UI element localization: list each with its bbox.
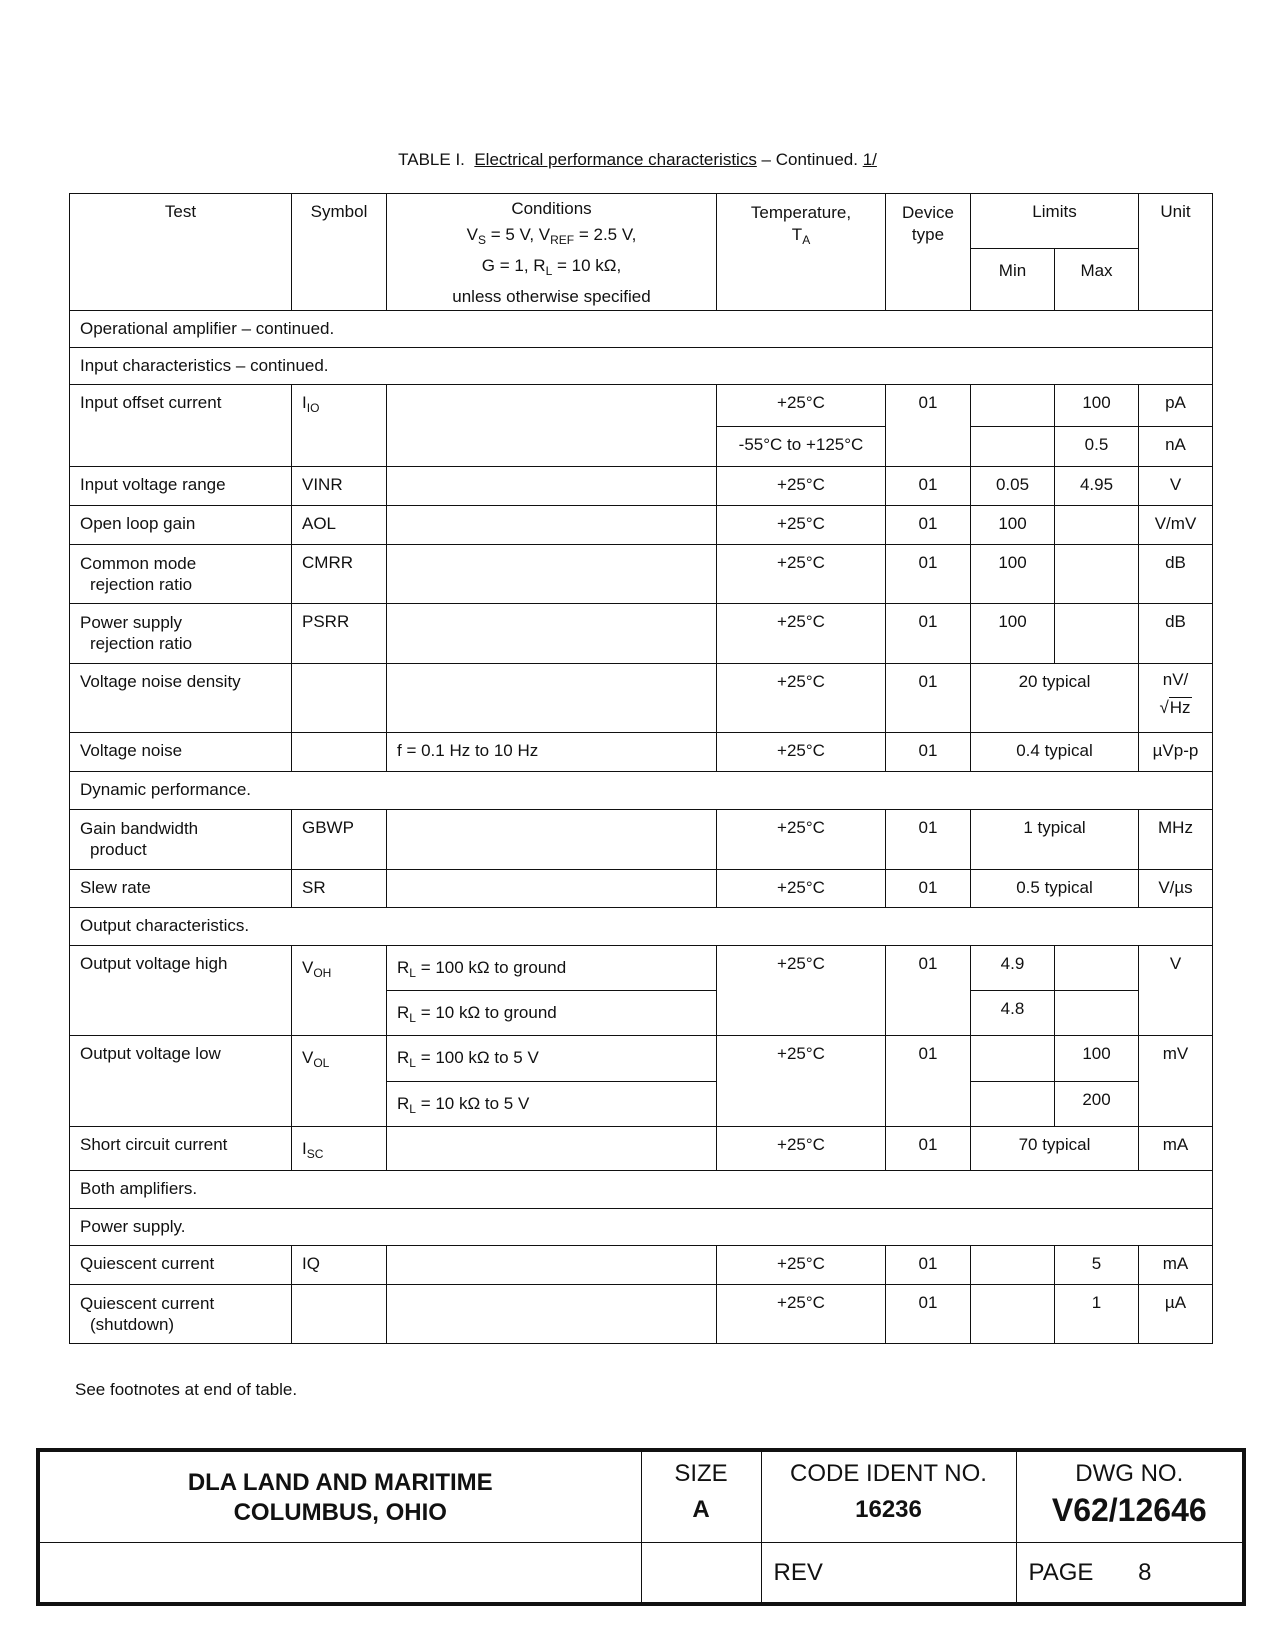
header-unit: Unit: [1139, 194, 1213, 311]
unit-cell: V: [1139, 467, 1213, 506]
conditions-label: Conditions: [511, 199, 592, 218]
conditions-cell: $R_L = 10$ kΩ to 5 V: [387, 1082, 717, 1127]
header-limits: Limits: [971, 194, 1139, 249]
unit-cell: V/µs: [1139, 870, 1213, 908]
section-row: [70, 348, 1213, 385]
test-name: Quiescent current: [70, 1246, 292, 1285]
page-label: PAGE: [1028, 1558, 1094, 1586]
symbol-cell: IQ: [292, 1246, 387, 1285]
symbol-cell: $I_{IO}$: [292, 385, 387, 467]
symbol-cell: SR: [292, 870, 387, 908]
section-dynamic: Dynamic performance.: [70, 772, 1213, 810]
conditions-cell: [387, 385, 717, 467]
blank-cell: [38, 1542, 641, 1604]
symbol-cell: [292, 664, 387, 733]
section-row: [70, 311, 1213, 348]
unit-cell: µVp-p: [1139, 733, 1213, 772]
temp-cell: +25°C: [717, 1246, 886, 1285]
min-cell: 100: [971, 545, 1055, 604]
table-row: [70, 604, 1213, 664]
device-cell: 01: [886, 385, 971, 467]
code-cell: [761, 1450, 1016, 1542]
page-number: 8: [1138, 1558, 1152, 1586]
org-location: COLUMBUS, OHIO: [233, 1499, 447, 1526]
conditions-cell: $R_L = 100$ kΩ to ground: [387, 946, 717, 991]
table-row: [70, 467, 1213, 506]
device-cell: 01: [886, 1036, 971, 1127]
temp-cell: +25°C: [717, 545, 886, 604]
conditions-cell: [387, 467, 717, 506]
org-cell: [38, 1450, 641, 1542]
table-row: [70, 946, 1213, 991]
header-temperature: Temperature, $T_A$: [717, 194, 886, 311]
table-row: [70, 870, 1213, 908]
unit-cell: nA: [1139, 427, 1213, 467]
conditions-cell: f = 0.1 Hz to 10 Hz: [387, 733, 717, 772]
temp-cell: +25°C: [717, 1285, 886, 1344]
limit-cell: 70 typical: [971, 1127, 1139, 1171]
header-row: [70, 194, 1213, 249]
header-conditions: [387, 194, 717, 311]
table-title-suffix: – Continued.: [756, 150, 863, 169]
temp-cell: +25°C: [717, 604, 886, 664]
test-name: Input offset current: [70, 385, 292, 467]
min-cell: [971, 1246, 1055, 1285]
table-row: [70, 733, 1213, 772]
min-cell: [971, 427, 1055, 467]
dwg-value: V62/12646: [1051, 1492, 1207, 1528]
code-value: 16236: [855, 1496, 922, 1523]
device-cell: 01: [886, 664, 971, 733]
test-name: Open loop gain: [70, 506, 292, 545]
device-cell: 01: [886, 946, 971, 1036]
title-block-top-row: [38, 1450, 1244, 1542]
footnote-note: See footnotes at end of table.: [75, 1380, 298, 1399]
section-input-char: Input characteristics – continued.: [70, 348, 1213, 385]
section-row: [70, 1209, 1213, 1246]
size-cell: [641, 1450, 761, 1542]
conditions-cell: $R_L = 10$ kΩ to ground: [387, 991, 717, 1036]
temp-cell: +25°C: [717, 506, 886, 545]
table-row: [70, 385, 1213, 427]
unit-cell: V: [1139, 946, 1213, 1036]
conditions-cell: [387, 810, 717, 870]
footnote-ref-link[interactable]: 1/: [862, 150, 877, 169]
min-cell: [971, 385, 1055, 427]
section-row: [70, 1171, 1213, 1209]
min-cell: [971, 1285, 1055, 1344]
dwg-label: DWG NO.: [1075, 1460, 1184, 1487]
temp-cell: +25°C: [717, 467, 886, 506]
conditions-line2: G = 1, $R_L = 10$ kΩ,: [481, 256, 622, 278]
table-row: [70, 1285, 1213, 1344]
symbol-cell: $I_{SC}$: [292, 1127, 387, 1171]
temp-cell: +25°C: [717, 1036, 886, 1127]
table-title-name: Electrical performance characteristics: [474, 150, 757, 169]
device-cell: 01: [886, 604, 971, 664]
section-output-char: Output characteristics.: [70, 908, 1213, 946]
dwg-cell: [1016, 1450, 1244, 1542]
test-name: Output voltage low: [70, 1036, 292, 1127]
sqrt-symbol: √Hz: [1159, 698, 1191, 717]
page-cell: [1016, 1542, 1244, 1604]
symbol-cell: [292, 1285, 387, 1344]
min-cell: 4.8: [971, 991, 1055, 1036]
device-cell: 01: [886, 545, 971, 604]
max-cell: [1055, 604, 1139, 664]
temp-cell: +25°C: [717, 946, 886, 1036]
temp-cell: +25°C: [717, 664, 886, 733]
temp-cell: +25°C: [717, 733, 886, 772]
section-power: Power supply.: [70, 1209, 1213, 1246]
header-device-type: Device type: [886, 194, 971, 311]
test-name: Short circuit current: [70, 1127, 292, 1171]
rev-label: REV: [773, 1558, 823, 1586]
device-cell: 01: [886, 1285, 971, 1344]
size-value: A: [692, 1496, 710, 1523]
unit-cell: pA: [1139, 385, 1213, 427]
limit-cell: 0.5 typical: [971, 870, 1139, 908]
conditions-cell: [387, 664, 717, 733]
code-label: CODE IDENT NO.: [790, 1460, 987, 1487]
conditions-cell: $R_L = 100$ kΩ to 5 V: [387, 1036, 717, 1082]
max-cell: 100: [1055, 385, 1139, 427]
symbol-cell: VINR: [292, 467, 387, 506]
conditions-line3: unless otherwise specified: [452, 287, 651, 306]
org-name: DLA LAND AND MARITIME: [187, 1469, 493, 1496]
conditions-cell: [387, 1246, 717, 1285]
unit-cell: mA: [1139, 1127, 1213, 1171]
device-cell: 01: [886, 810, 971, 870]
section-row: [70, 772, 1213, 810]
max-cell: [1055, 946, 1139, 991]
test-name: Power supply rejection ratio: [70, 604, 292, 664]
max-cell: 100: [1055, 1036, 1139, 1082]
blank-cell: [641, 1542, 761, 1604]
table-title-prefix: TABLE I.: [398, 150, 465, 169]
table-title: [0, 150, 1275, 170]
max-cell: 1: [1055, 1285, 1139, 1344]
max-cell: 0.5: [1055, 427, 1139, 467]
temp-cell: +25°C: [717, 1127, 886, 1171]
unit-cell: mA: [1139, 1246, 1213, 1285]
limit-cell: 1 typical: [971, 810, 1139, 870]
device-cell: 01: [886, 467, 971, 506]
drawing-title-block: [36, 1448, 1246, 1606]
temp-cell: -55°C to +125°C: [717, 427, 886, 467]
table-row: [70, 664, 1213, 733]
header-symbol: Symbol: [292, 194, 387, 311]
section-row: [70, 908, 1213, 946]
min-cell: 0.05: [971, 467, 1055, 506]
test-name: Quiescent current (shutdown): [70, 1285, 292, 1344]
symbol-cell: PSRR: [292, 604, 387, 664]
conditions-cell: [387, 870, 717, 908]
device-cell: 01: [886, 1127, 971, 1171]
test-name: Common mode rejection ratio: [70, 545, 292, 604]
device-cell: 01: [886, 870, 971, 908]
unit-cell: mV: [1139, 1036, 1213, 1127]
conditions-cell: [387, 1285, 717, 1344]
test-name: Slew rate: [70, 870, 292, 908]
min-cell: [971, 1036, 1055, 1082]
unit-cell: dB: [1139, 604, 1213, 664]
min-cell: 100: [971, 604, 1055, 664]
device-cell: 01: [886, 1246, 971, 1285]
table-row: [70, 1036, 1213, 1082]
table-row: [70, 1246, 1213, 1285]
unit-cell: nV/ √Hz: [1139, 664, 1213, 733]
test-name: Input voltage range: [70, 467, 292, 506]
conditions-cell: [387, 506, 717, 545]
max-cell: 5: [1055, 1246, 1139, 1285]
rev-cell: [761, 1542, 1016, 1604]
section-both: Both amplifiers.: [70, 1171, 1213, 1209]
max-cell: 200: [1055, 1082, 1139, 1127]
temp-cell: +25°C: [717, 870, 886, 908]
header-test: Test: [70, 194, 292, 311]
unit-cell: µA: [1139, 1285, 1213, 1344]
header-min: Min: [971, 249, 1055, 311]
max-cell: [1055, 545, 1139, 604]
test-name: Gain bandwidth product: [70, 810, 292, 870]
table-row: [70, 1127, 1213, 1171]
min-cell: 4.9: [971, 946, 1055, 991]
title-block-bottom-row: [38, 1542, 1244, 1604]
table-row: [70, 810, 1213, 870]
conditions-cell: [387, 545, 717, 604]
header-max: Max: [1055, 249, 1139, 311]
unit-cell: dB: [1139, 545, 1213, 604]
table-row: [70, 545, 1213, 604]
size-label: SIZE: [674, 1460, 728, 1487]
symbol-cell: CMRR: [292, 545, 387, 604]
conditions-cell: [387, 1127, 717, 1171]
conditions-line1: $V_S = 5$ V, $V_{REF} = 2.5$ V,: [466, 225, 637, 247]
symbol-cell: [292, 733, 387, 772]
temp-cell: +25°C: [717, 810, 886, 870]
symbol-cell: $V_{OH}$: [292, 946, 387, 1036]
temp-cell: +25°C: [717, 385, 886, 427]
limit-cell: 0.4 typical: [971, 733, 1139, 772]
symbol-cell: GBWP: [292, 810, 387, 870]
min-cell: 100: [971, 506, 1055, 545]
limit-cell: 20 typical: [971, 664, 1139, 733]
section-op-amp: Operational amplifier – continued.: [70, 311, 1213, 348]
test-name: Voltage noise density: [70, 664, 292, 733]
device-cell: 01: [886, 733, 971, 772]
max-cell: [1055, 991, 1139, 1036]
max-cell: [1055, 506, 1139, 545]
min-cell: [971, 1082, 1055, 1127]
test-name: Voltage noise: [70, 733, 292, 772]
electrical-characteristics-table: [69, 193, 1213, 1344]
test-name: Output voltage high: [70, 946, 292, 1036]
conditions-cell: [387, 604, 717, 664]
table-row: [70, 506, 1213, 545]
symbol-cell: $V_{OL}$: [292, 1036, 387, 1127]
unit-cell: V/mV: [1139, 506, 1213, 545]
symbol-cell: AOL: [292, 506, 387, 545]
unit-cell: MHz: [1139, 810, 1213, 870]
device-cell: 01: [886, 506, 971, 545]
max-cell: 4.95: [1055, 467, 1139, 506]
